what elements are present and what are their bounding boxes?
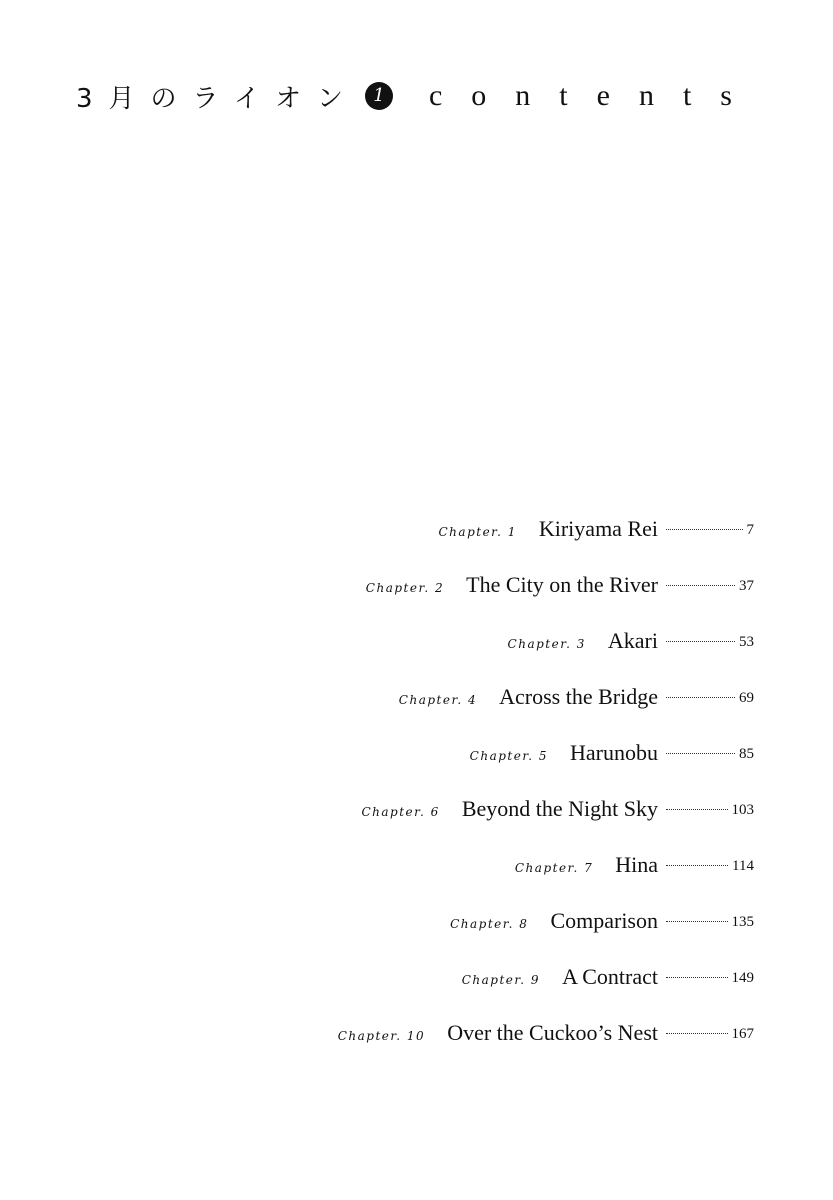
toc-entry-8[interactable] — [0, 902, 833, 958]
dot-leader — [666, 585, 735, 586]
chapter-title: Across the Bridge — [499, 684, 658, 709]
page-number: 85 — [739, 746, 754, 762]
chapter-title: The City on the River — [466, 572, 658, 597]
page-number: 114 — [732, 858, 754, 874]
page-number: 135 — [731, 914, 754, 930]
chapter-label: Chapter. 8 — [450, 917, 529, 931]
chapter-title: A Contract — [562, 964, 658, 989]
chapter-title: Hina — [615, 852, 658, 877]
chapter-label: Chapter. 4 — [398, 693, 478, 707]
toc-entry-7[interactable] — [0, 846, 833, 902]
chapter-label: Chapter. 10 — [337, 1029, 426, 1043]
chapter-title: Beyond the Night Sky — [461, 796, 658, 821]
chapter-label: Chapter. 9 — [461, 973, 541, 987]
chapter-title: Akari — [607, 628, 658, 653]
dot-leader — [666, 641, 735, 642]
page-number: 167 — [731, 1026, 754, 1042]
chapter-title: Over the Cuckoo’s Nest — [447, 1020, 658, 1045]
chapter-label: Chapter. 1 — [438, 525, 517, 539]
series-title: 3月のライオン — [76, 83, 359, 114]
chapter-title: Comparison — [550, 908, 658, 933]
page-header — [76, 74, 776, 118]
dot-leader — [666, 697, 735, 698]
toc-entry-3[interactable] — [0, 622, 833, 678]
chapter-title: Harunobu — [570, 740, 658, 765]
chapter-title: Kiriyama Rei — [538, 516, 658, 541]
dot-leader — [666, 865, 728, 866]
volume-badge: 1 — [365, 82, 393, 110]
chapter-label: Chapter. 6 — [361, 805, 440, 819]
toc-entry-10[interactable] — [0, 1014, 833, 1070]
dot-leader — [666, 529, 743, 530]
dot-leader — [666, 809, 728, 810]
chapter-label: Chapter. 2 — [365, 581, 445, 595]
contents-heading: contents — [428, 79, 761, 112]
table-of-contents — [0, 510, 833, 1070]
dot-leader — [666, 753, 735, 754]
page-number: 53 — [739, 634, 754, 650]
toc-entry-1[interactable] — [0, 510, 833, 566]
page-number: 69 — [739, 690, 754, 706]
page-number: 7 — [746, 522, 754, 538]
toc-entry-6[interactable] — [0, 790, 833, 846]
toc-entry-5[interactable] — [0, 734, 833, 790]
page-number: 149 — [731, 970, 754, 986]
dot-leader — [666, 977, 728, 978]
page-number: 37 — [739, 578, 754, 594]
toc-entry-4[interactable] — [0, 678, 833, 734]
dot-leader — [666, 921, 728, 922]
dot-leader — [666, 1033, 728, 1034]
chapter-label: Chapter. 7 — [514, 861, 594, 875]
chapter-label: Chapter. 3 — [507, 637, 586, 651]
page-number: 103 — [731, 802, 754, 818]
toc-entry-9[interactable] — [0, 958, 833, 1014]
chapter-label: Chapter. 5 — [469, 749, 549, 763]
toc-entry-2[interactable] — [0, 566, 833, 622]
